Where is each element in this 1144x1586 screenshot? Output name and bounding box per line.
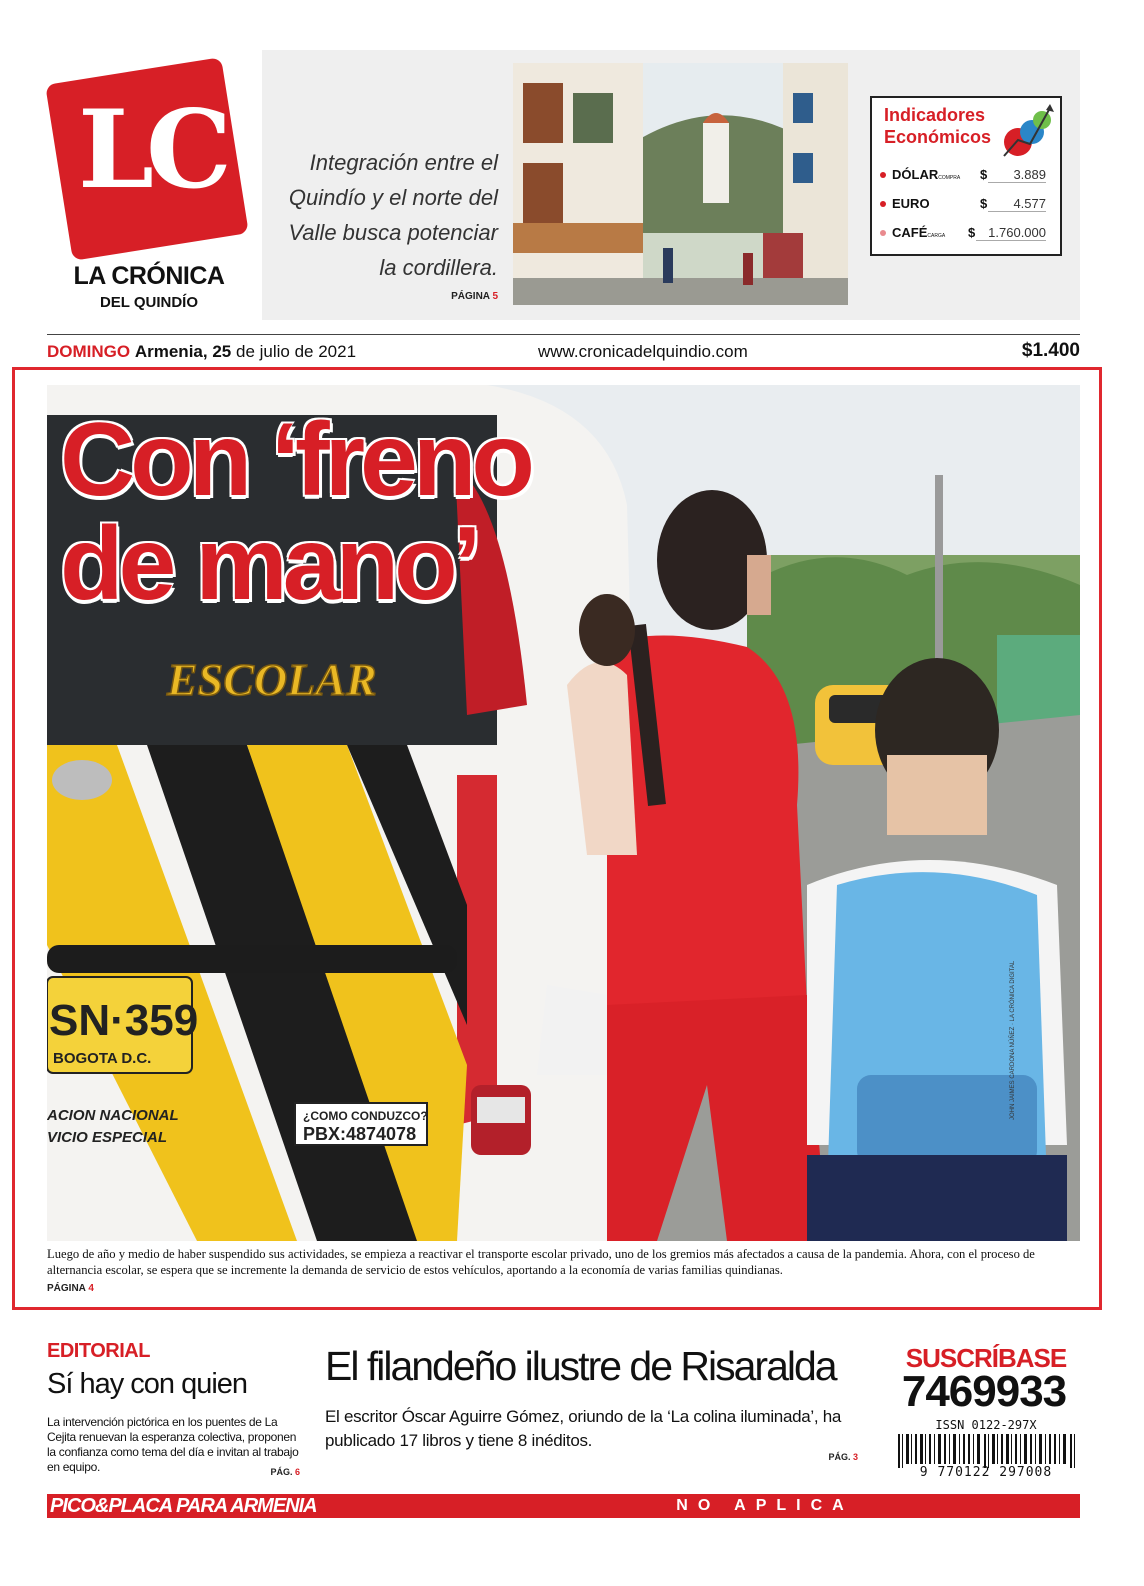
- indicator-row-dolar: [880, 164, 1052, 188]
- story2-page-label: PÁG.: [828, 1452, 851, 1462]
- sign-line-1: ¿COMO CONDUZCO?: [303, 1109, 428, 1123]
- indicator-label: [892, 196, 930, 211]
- indicator-qualifier: CARGA: [927, 233, 946, 239]
- pico-placa-value: NO APLICA: [676, 1497, 854, 1514]
- subscribe-label: SUSCRÍBASE: [905, 1343, 1067, 1373]
- pico-placa-label: PICO&PLACA PARA ARMENIA: [50, 1495, 317, 1517]
- indicator-currency: $: [968, 225, 976, 240]
- dateline-date-rest: de julio de 2021: [235, 342, 357, 361]
- indicator-currency: $: [980, 196, 988, 211]
- editorial-summary: La intervención pictórica en los puentes de La Cejita renuevan la esperanza colectiva, proponen la confianza como tema del día e invitan al trabajo en equipo.: [47, 1415, 299, 1474]
- newspaper-name: LA CRÓNICA: [73, 262, 225, 290]
- indicator-value: 3.889: [988, 167, 1046, 183]
- plate-number: SN·359: [49, 996, 199, 1045]
- vehicle-escolar-label: ESCOLAR: [167, 654, 377, 705]
- indicator-name: DÓLAR: [892, 167, 939, 182]
- issn-code: ISSN 0122-297X: [935, 1418, 1037, 1432]
- bullet-icon: [880, 230, 886, 236]
- photo-credit: JOHN JAIMES CARDONA NÚÑEZ · LA CRÓNICA DIGITAL: [1010, 960, 1016, 1120]
- barcode-icon: [898, 1434, 1078, 1468]
- dateline-day: DOMINGO: [47, 342, 131, 361]
- editorial-page-ref: [240, 1467, 300, 1477]
- indicator-label: [892, 167, 960, 182]
- indicator-name: CAFÉ: [892, 225, 928, 240]
- indicator-name: EURO: [892, 196, 930, 211]
- teaser-photo: [513, 63, 848, 305]
- van-text-2: VICIO ESPECIAL: [47, 1129, 168, 1146]
- indicator-value: 4.577: [988, 196, 1046, 212]
- economic-indicators: [870, 96, 1062, 256]
- story2-summary: El escritor Óscar Aguirre Gómez, oriundo de la ‘La colina iluminada’, ha publicado 17 libros y tiene 8 inéditos.: [325, 1407, 842, 1450]
- editorial-title[interactable]: Sí hay con quien: [47, 1368, 248, 1400]
- indicator-currency: $: [980, 167, 988, 182]
- main-headline[interactable]: [60, 402, 680, 622]
- bullet-icon: [880, 201, 886, 207]
- caption-page-label: PÁGINA: [47, 1283, 86, 1294]
- indicator-row-euro: [880, 193, 1052, 217]
- indicator-qualifier: COMPRA: [938, 175, 961, 181]
- teaser-page-number: 5: [492, 291, 498, 302]
- editorial-kicker: EDITORIAL: [47, 1340, 150, 1362]
- editorial-page-label: PÁG.: [270, 1467, 293, 1477]
- dateline-date-number: 25: [212, 342, 232, 361]
- story2-title[interactable]: El filandeño ilustre de Risaralda: [325, 1343, 836, 1389]
- subscribe-phone[interactable]: 7469933: [901, 1367, 1067, 1416]
- indicator-row-cafe: [880, 222, 1052, 246]
- main-caption: Luego de año y medio de haber suspendido sus actividades, se empieza a reactivar el transporte escolar privado, uno de los gremios más afectados a causa de la pandemia. Ahora, con el proceso de alternancia escolar, se espera que se incremente la demanda de servicio de estos vehículos, aportando a la economía de varias familias quindianas.: [47, 1247, 1035, 1277]
- editorial-page-number: 6: [294, 1467, 300, 1477]
- indicator-label: [892, 225, 945, 240]
- barcode-number: 9 770122 297008: [919, 1465, 1053, 1480]
- teaser-page-label: PÁGINA: [451, 291, 490, 302]
- indicator-value: 1.760.000: [976, 225, 1046, 241]
- dateline-city: Armenia,: [134, 342, 208, 361]
- dateline: [47, 342, 356, 362]
- caption-page-ref: [47, 1283, 94, 1294]
- plate-city: BOGOTA D.C.: [53, 1050, 152, 1067]
- headline-line-1: Con ‘freno: [60, 402, 530, 518]
- header-rule: [47, 334, 1080, 335]
- masthead-logo[interactable]: [50, 62, 246, 258]
- indicators-chart-icon: [1000, 102, 1056, 160]
- story2-page-number: 3: [852, 1452, 858, 1462]
- logo-letters: LC: [78, 87, 224, 213]
- teaser-photo-illustration: [513, 63, 848, 305]
- bullet-icon: [880, 172, 886, 178]
- teaser-headline[interactable]: Integración entre el Quindío y el norte del Valle busca potenciar la cordillera.: [288, 150, 498, 280]
- story2-page-ref: [800, 1452, 858, 1462]
- sign-line-2: PBX:4874078: [303, 1124, 417, 1144]
- cover-price: $1.400: [1021, 340, 1080, 361]
- caption-page-number: 4: [88, 1283, 94, 1294]
- van-text-1: ACION NACIONAL: [47, 1107, 179, 1124]
- website-link[interactable]: www.cronicadelquindio.com: [538, 342, 748, 361]
- indicators-title: Indicadores Económicos: [884, 105, 992, 147]
- headline-line-2: de mano’: [60, 506, 477, 622]
- newspaper-subname: DEL QUINDÍO: [99, 294, 199, 311]
- teaser-page-ref: [380, 291, 498, 302]
